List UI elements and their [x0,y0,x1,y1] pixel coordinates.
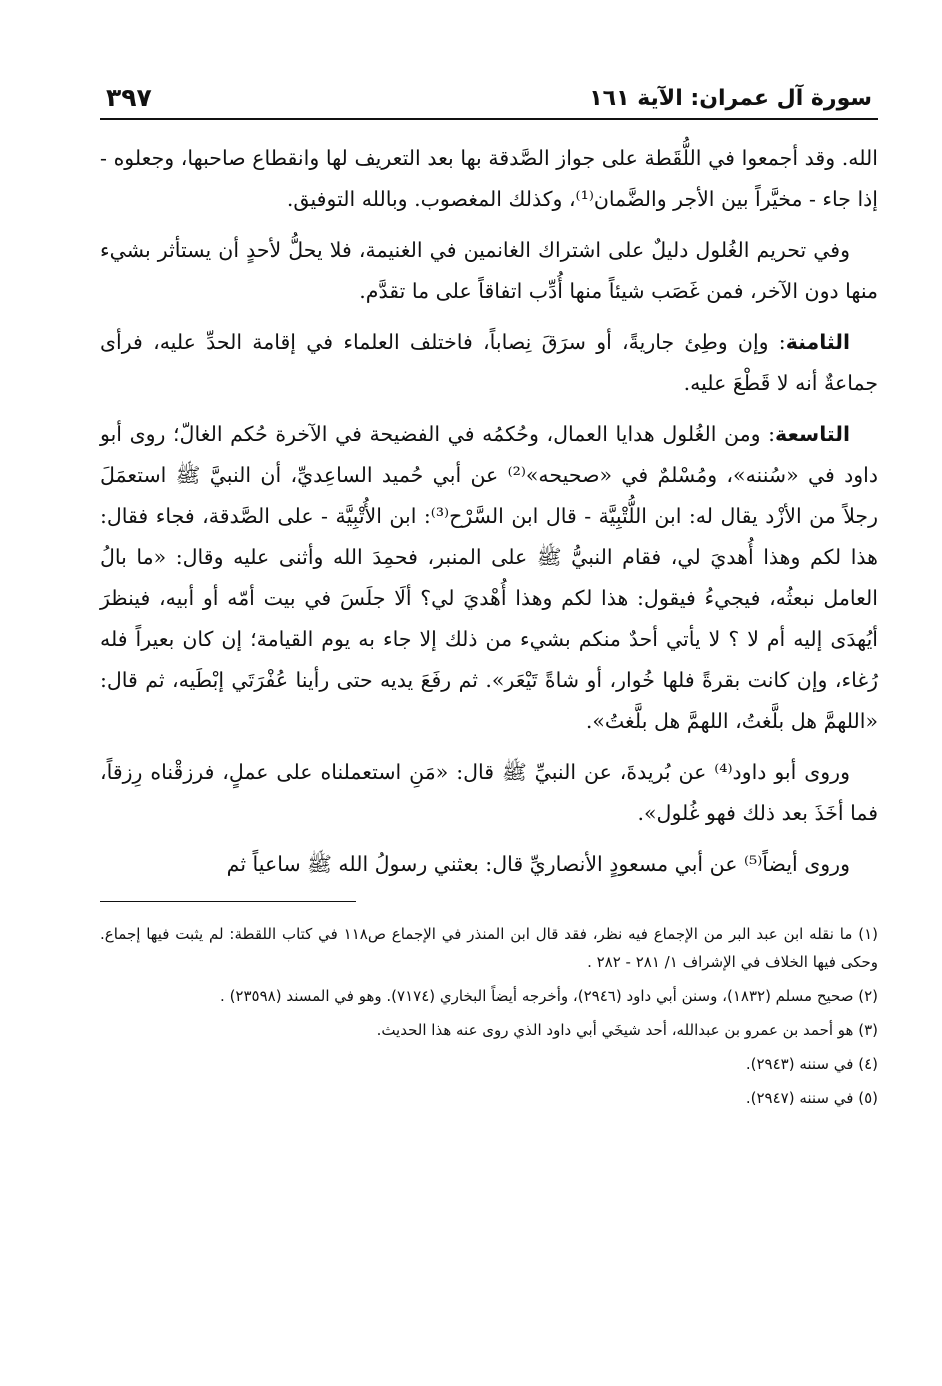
paragraph-text: وروى أيضاً⁽⁵⁾ عن أبي مسعودٍ الأنصاريِّ قال: بعثني رسولُ الله ﷺ ساعياً ثم [226,852,850,876]
footnote: (١) ما نقله ابن عبد البر من الإجماع فيه نظر، فقد قال ابن المنذر في الإجماع ص١١٨ في كتاب اللقطة: لم يثبت فيها إجماع. وحكى فيها الخلاف في الإشراف ١/ ٢٨١ - ٢٨٢ . [100,925,878,971]
paragraph-heading: التاسعة [775,422,850,446]
paragraph-ninth [100,414,878,742]
main-text [100,138,878,885]
footnote: (٣) هو أحمد بن عمرو بن عبدالله، أحد شيخَي أبي داود الذي روى عنه هذا الحديث. [376,1021,878,1039]
running-header [100,82,878,120]
footnote: (٤) في سننه (٢٩٤٣). [745,1055,878,1073]
footnote: (٥) في سننه (٢٩٤٧). [745,1089,878,1107]
page-number: ٣٩٧ [106,82,152,112]
paragraph-text: : ومن الغُلول هدايا العمال، وحُكمُه في الفضيحة في الآخرة حُكم الغالّ؛ روى أبو داود في «سُننه»، ومُسْلمٌ في «صحيحه»⁽²⁾ عن أبي حُميد الساعِديِّ، أن النبيَّ ﷺ استعمَلَ رجلاً من الأزْد يقال له: ابن اللُّتْبِيَّة - قال ابن السَّرْح⁽³⁾: ابن الأُتْبِيَّة - على الصَّدقة، فجاء فقال: هذا لكم وهذا أُهديَ لي، فقام النبيُّ ﷺ على المنبر، فحمِدَ الله وأثنى عليه وقال: «ما بالُ العامل نبعثُه، فيجيءُ فيقول: هذا لكم وهذا أُهْديَ لي؟ ألَا جلَسَ في بيت أمّه أو أبيه، فينظرَ أيُهدَى إليه أم لا ؟ لا يأتي أحدٌ منكم بشيء من ذلك إلا جاء به يوم القيامة؛ إن كان بعيراً فله رُغاء، وإن كانت بقرةً فلها خُوار، أو شاةً تَيْعَر». ثم رفَعَ يديه حتى رأينا عُفْرَتَي إبْطَيه، ثم قال: «اللهمَّ هل بلَّغتُ، اللهمَّ هل بلَّغتُ». [100,422,878,733]
paragraph-text: وروى أبو داود⁽⁴⁾ عن بُريدةَ، عن النبيِّ ﷺ قال: «مَنِ استعملناه على عملٍ، فرزقْناه رِزقاً، فما أخَذَ بعد ذلك فهو غُلول». [100,760,878,825]
paragraph-text: وفي تحريم الغُلول دليلٌ على اشتراك الغانمين في الغنيمة، فلا يحلُّ لأحدٍ أن يستأثر بشيء منها دون الآخر، فمن غَصَب شيئاً منها أُدِّب اتفاقاً على ما تقدَّم. [100,238,878,303]
paragraph-text: : وإن وطِئ جاريةً، أو سرَقَ نِصاباً، فاختلف العلماء في إقامة الحدِّ عليه، فرأى جماعةٌ أنه لا قَطْعَ عليه. [100,330,878,395]
footnote: (٢) صحيح مسلم (١٨٣٢)، وسنن أبي داود (٢٩٤٦)، وأخرجه أيضاً البخاري (٧١٧٤). وهو في المسند (٢٣٥٩٨) . [220,987,878,1005]
paragraph [100,752,878,834]
footnotes [100,920,878,1112]
surah-title: سورة آل عمران: الآية ١٦١ [589,86,872,112]
footnote-divider [100,901,356,902]
paragraph [100,138,878,220]
paragraph-heading: الثامنة [785,330,850,354]
paragraph-text: الله. وقد أجمعوا في اللُّقَطة على جواز الصَّدقة بها بعد التعريف لها وانقطاع صاحبها، وجعلوه - إذا جاء - مخيَّراً بين الأجر والضَّمان⁽¹⁾، وكذلك المغصوب. وبالله التوفيق. [100,146,878,211]
paragraph [100,230,878,312]
paragraph-eighth [100,322,878,404]
paragraph [100,844,878,885]
book-page [100,82,878,1118]
